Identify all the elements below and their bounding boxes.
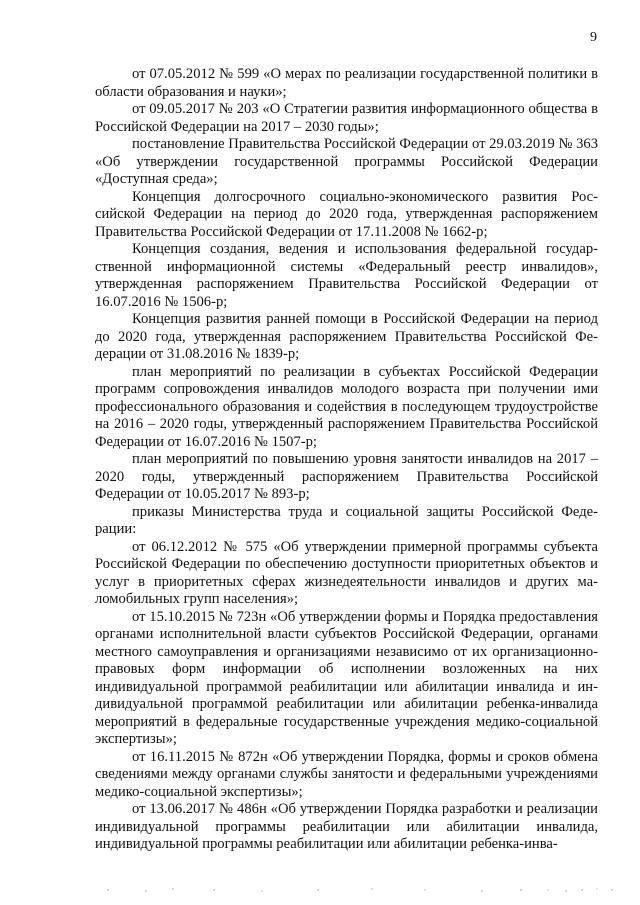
- paragraph-concept-early-help: Концепция развития ранней помощи в Российской Федерации на период до 2020 года, утвержденная распоряжением Правительства Российской Федерации от 31.08.2016 № 1839-р;: [95, 311, 598, 362]
- scan-noise-dots: [0, 878, 640, 898]
- paragraph-decree-203: от 09.05.2017 № 203 «О Стратегии развития информационного общества в Российской Федерации на 2017 – 2030 годы»;: [95, 101, 598, 135]
- paragraph-plan-893: план мероприятий по повышению уровня занятости инвалидов на 2017 – 2020 годы, утвержденный распоряжением Правительства Российской Федерации от 10.05.2017 № 893-р;: [95, 451, 598, 502]
- paragraph-order-723n: от 15.10.2015 № 723н «Об утверждении формы и Порядка предоставления органами исполнительной власти субъектов Российской Федерации, органами местного самоуправления и организациями независимо от их организационно-правовых форм информации об исполнении возложенных на них индивидуальной программой реабилитации или абилитации инвалида и индивидуальной программой реабилитации или абилитации ребенка-инвалида мероприятий в федеральные государственные учреждения медико-социальной экспертизы»;: [95, 608, 598, 747]
- paragraph-resolution-363: постановление Правительства Российской Федерации от 29.03.2019 № 363 «Об утверждении государственной программы Российской Федерации «Доступная среда»;: [95, 136, 598, 187]
- page-number: 9: [590, 30, 597, 45]
- paragraph-order-575: от 06.12.2012 № 575 «Об утверждении примерной программы субъекта Российской Федерации по обеспечению доступности приоритетных объектов и услуг в приоритетных сферах жизнедеятельности инвалидов и других маломобильных групп населения»;: [95, 538, 598, 607]
- paragraph-plan-1507: план мероприятий по реализации в субъектах Российской Федерации программ сопровождения инвалидов молодого возраста при получении ими профессионального образования и содействия в последующем трудоустройстве на 2016 – 2020 годы, утвержденный распоряжением Правительства Российской Федерации от 16.07.2016 № 1507-р;: [95, 363, 598, 450]
- paragraph-order-486n: от 13.06.2017 № 486н «Об утверждении Порядка разработки и реализации индивидуальной программы реабилитации или абилитации инвалида, индивидуальной программы реабилитации или абилитации ребенка-инва-: [95, 801, 598, 852]
- paragraph-concept-2020: Концепция долгосрочного социально-экономического развития Российской Федерации на период до 2020 года, утвержденная распоряжением Правительства Российской Федерации от 17.11.2008 № 1662-р;: [95, 188, 598, 240]
- document-body: [95, 66, 598, 854]
- paragraph-concept-registry: Концепция создания, ведения и использования федеральной государственной информационной системы «Федеральный реестр инвалидов», утвержденная распоряжением Правительства Российской Федерации от 16.07.2016 № 1506-р;: [95, 241, 598, 310]
- paragraph-order-872n: от 16.11.2015 № 872н «Об утверждении Порядка, формы и сроков обмена сведениями между органами службы занятости и федеральными учреждениями медико-социальной экспертизы»;: [95, 748, 598, 800]
- paragraph-ministry-orders: приказы Министерства труда и социальной защиты Российской Федерации:: [95, 503, 598, 537]
- paragraph-decree-599: от 07.05.2012 № 599 «О мерах по реализации государственной политики в области образования и науки»;: [95, 66, 598, 100]
